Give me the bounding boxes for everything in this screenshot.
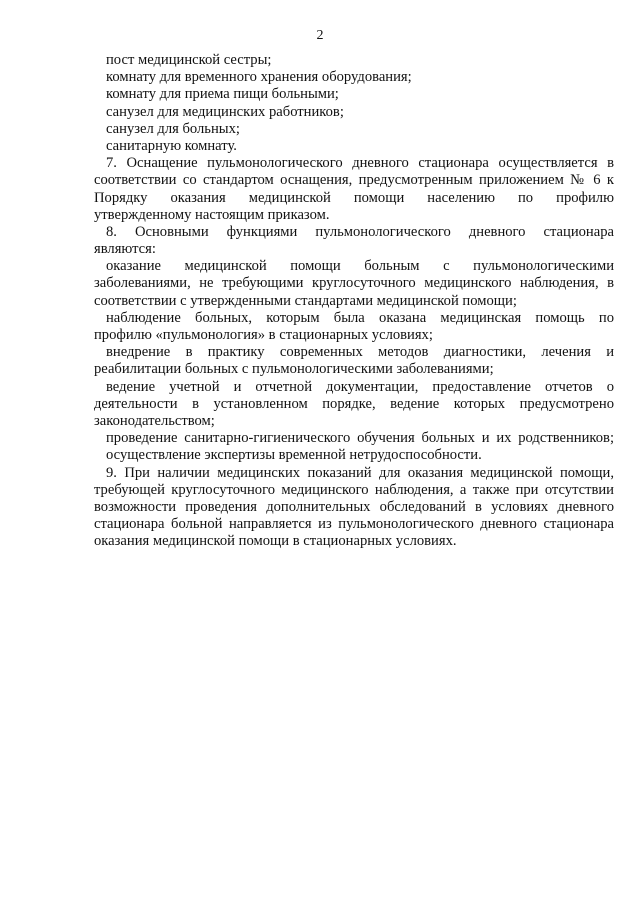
paragraph-8 [94, 224, 614, 258]
list-item: комнату для временного хранения оборудования; [106, 69, 412, 86]
paragraph-line: осуществление экспертизы временной нетрудоспособности. [106, 447, 482, 464]
list-item: санитарную комнату. [106, 137, 237, 154]
room-list [94, 52, 614, 155]
paragraph-line: являются: [94, 241, 156, 258]
paragraph-line: требующей круглосуточного медицинского наблюдения, а также при отсутствии [94, 481, 614, 498]
document-body [94, 52, 614, 550]
paragraph-line: стационара больной направляется из пульмонологического дневного стационара [94, 516, 614, 533]
paragraph-line: профилю «пульмонология» в стационарных условиях; [94, 327, 433, 343]
list-item: комнату для приема пищи больными; [106, 86, 339, 103]
paragraph-9 [94, 465, 614, 551]
function-item [94, 430, 614, 447]
paragraph-line: возможности проведения дополнительных обследований в условиях дневного [94, 498, 614, 515]
paragraph-line: внедрение в практику современных методов диагностики, лечения и [106, 344, 614, 361]
paragraph-line: соответствии с утвержденными стандартами медицинской помощи; [94, 292, 517, 309]
function-item [94, 447, 614, 464]
function-item [94, 379, 614, 431]
paragraph-line: оказание медицинской помощи больным с пульмонологическими [106, 258, 614, 275]
page-number: 2 [316, 28, 324, 43]
paragraph-line: заболеваниями, не требующими круглосуточного медицинского наблюдения, в [94, 275, 614, 292]
paragraph-line: Порядку оказания медицинской помощи населению по профилю [94, 189, 614, 206]
list-item: санузел для больных; [106, 120, 240, 137]
function-item [94, 310, 614, 344]
paragraph-line: утвержденному настоящим приказом. [94, 206, 330, 223]
paragraph-line: деятельности в установленном порядке, ведение которых предусмотрено [94, 395, 614, 412]
paragraph-line: законодательством; [94, 412, 215, 429]
paragraph-7 [94, 155, 614, 224]
paragraph-line: оказания медицинской помощи в стационарных условиях. [94, 533, 457, 550]
paragraph-line: наблюдение больных, которым была оказана медицинская помощь по [106, 309, 614, 326]
list-item: санузел для медицинских работников; [106, 103, 344, 120]
paragraph-line: соответствии со стандартом оснащения, предусмотренным приложением № 6 к [94, 172, 614, 189]
function-item [94, 258, 614, 310]
paragraph-line: 7. Оснащение пульмонологического дневного стационара осуществляется в [106, 155, 614, 172]
paragraph-line: 9. При наличии медицинских показаний для оказания медицинской помощи, [106, 464, 614, 481]
paragraph-line: проведение санитарно-гигиенического обучения больных и их родственников; [106, 430, 614, 447]
list-item: пост медицинской сестры; [106, 52, 272, 68]
function-item [94, 344, 614, 378]
paragraph-line: ведение учетной и отчетной документации, предоставление отчетов о [106, 378, 614, 395]
paragraph-line: реабилитации больных с пульмонологическими заболеваниями; [94, 361, 494, 378]
paragraph-line: 8. Основными функциями пульмонологического дневного стационара [106, 223, 614, 240]
